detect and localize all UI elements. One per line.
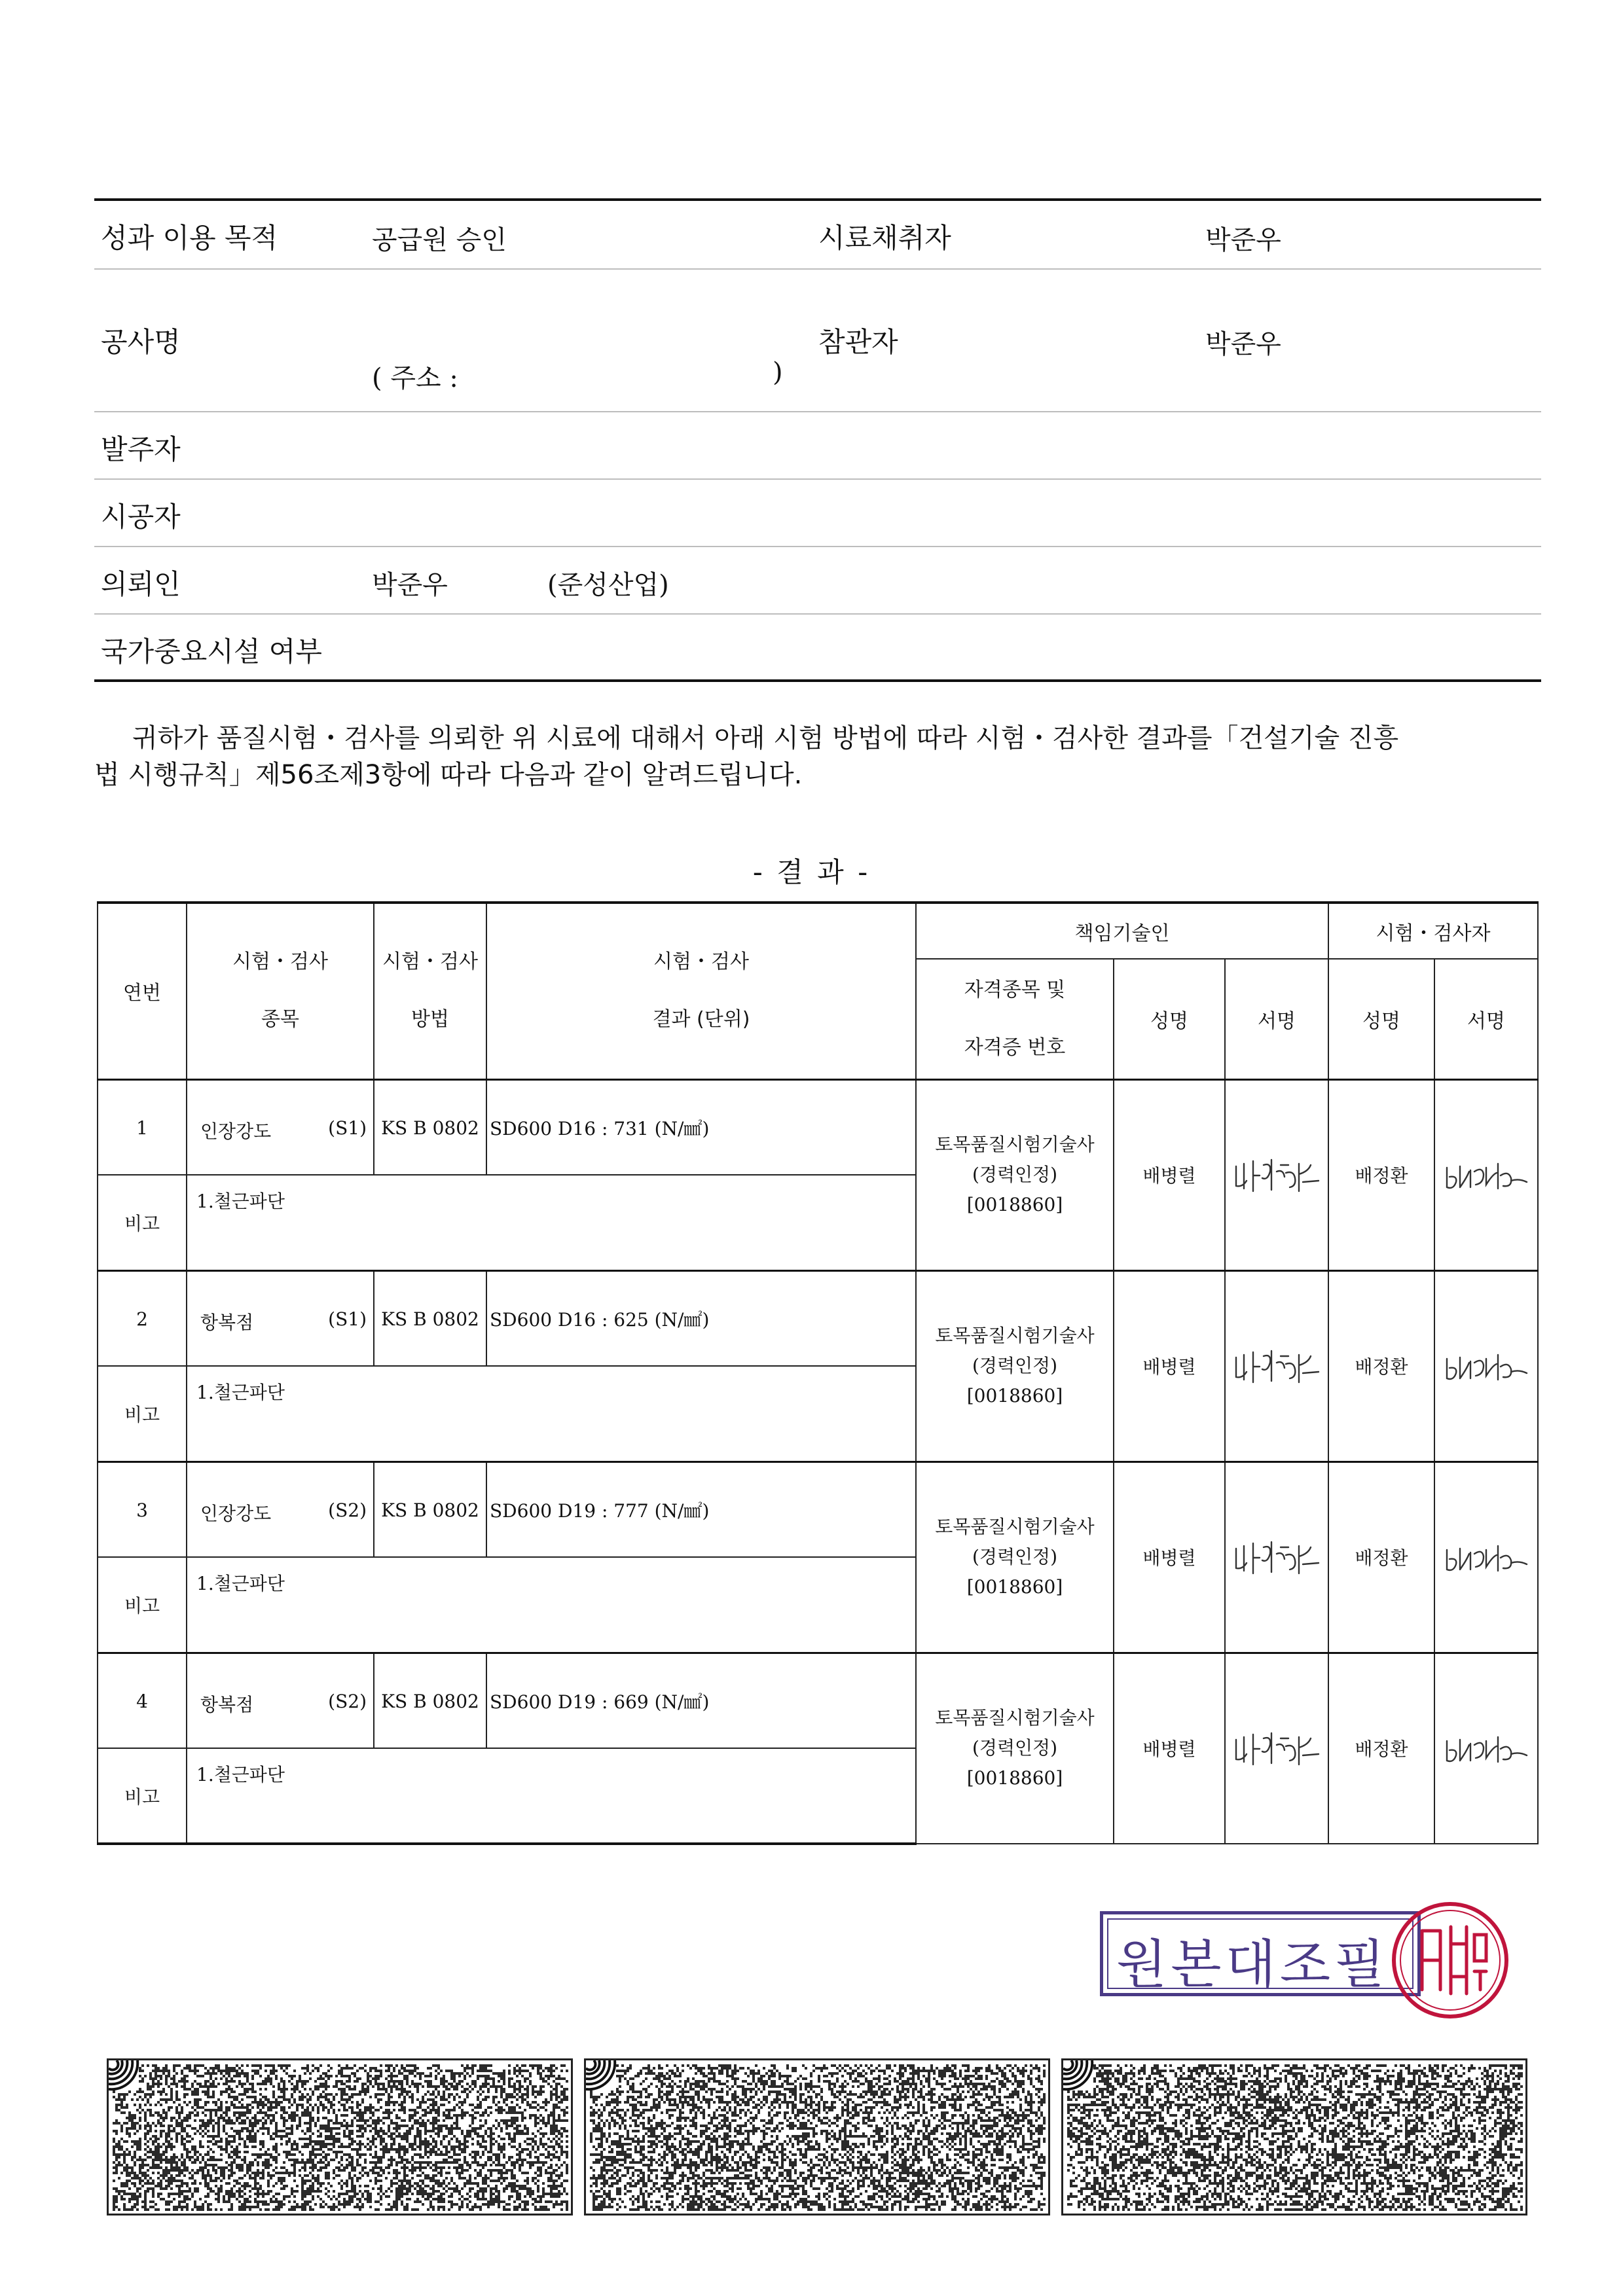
row-qual-line1: 토목품질시험기술사 — [935, 1707, 1095, 1729]
row-item — [187, 1079, 374, 1175]
row-note: 1.철근파단 — [187, 1557, 916, 1653]
header-eng-name: 성명 — [1114, 959, 1225, 1079]
table-row — [98, 1653, 1538, 1748]
row-item — [187, 1653, 374, 1748]
national-label: 국가중요시설 여부 — [101, 636, 322, 668]
project-label: 공사명 — [101, 326, 181, 358]
row-note: 1.철근파단 — [187, 1175, 916, 1270]
tester-signature-icon — [1440, 1534, 1532, 1580]
tester-signature-icon — [1440, 1152, 1532, 1198]
row-qual-line2: (경력인정) — [972, 1355, 1058, 1376]
notice-line-1: 귀하가 품질시험・검사를 의뢰한 위 시료에 대해서 아래 시험 방법에 따라 시험・검사한 결과를「건설기술 진흥 — [132, 723, 1399, 753]
row-tester-name: 배정환 — [1328, 1079, 1434, 1270]
info-row-contractor — [94, 480, 1541, 547]
row-item — [187, 1270, 374, 1366]
client-label: 발주자 — [101, 433, 181, 465]
table-row — [98, 1270, 1538, 1366]
tester-signature-icon — [1440, 1725, 1532, 1771]
row-qual-line2: (경력인정) — [972, 1164, 1058, 1185]
purpose-value: 공급원 승인 — [372, 225, 507, 255]
requester-label: 의뢰인 — [101, 568, 181, 600]
row-note-label: 비고 — [98, 1366, 187, 1462]
row-item-code: (S2) — [328, 1690, 367, 1712]
requester-company: (준성산업) — [547, 570, 669, 600]
row-no: 1 — [98, 1079, 187, 1175]
header-tester: 시험・검사자 — [1328, 903, 1538, 959]
row-qualification — [916, 1270, 1114, 1462]
row-engineer-sign — [1225, 1079, 1328, 1270]
header-qualification — [916, 959, 1114, 1079]
row-engineer-sign — [1225, 1270, 1328, 1462]
row-item-code: (S1) — [328, 1117, 367, 1139]
address-label: ( 주소 : — [372, 363, 458, 393]
row-engineer-name: 배병렬 — [1114, 1079, 1225, 1270]
row-tester-name: 배정환 — [1328, 1462, 1434, 1653]
header-tester-sign: 서명 — [1434, 959, 1538, 1079]
results-body — [98, 1079, 1538, 1844]
row-qual-line2: (경력인정) — [972, 1546, 1058, 1568]
engineer-signature-icon — [1231, 1534, 1322, 1580]
row-note: 1.철근파단 — [187, 1366, 916, 1462]
purpose-label: 성과 이용 목적 — [101, 222, 278, 254]
header-item-line2: 종목 — [261, 1008, 299, 1031]
row-result: SD600 D19 : 669 (N/㎟) — [486, 1653, 916, 1748]
row-method: KS B 0802 — [374, 1079, 486, 1175]
header-result — [486, 903, 916, 1079]
row-qual-line1: 토목품질시험기술사 — [935, 1134, 1095, 1155]
row-tester-sign — [1434, 1462, 1538, 1653]
sampler-label: 시료채취자 — [818, 222, 951, 254]
row-no: 3 — [98, 1462, 187, 1557]
header-item-line1: 시험・검사 — [232, 950, 328, 974]
header-engineer: 책임기술인 — [916, 903, 1328, 959]
row-result: SD600 D16 : 731 (N/㎟) — [486, 1079, 916, 1175]
row-qual-line1: 토목품질시험기술사 — [935, 1325, 1095, 1346]
header-qual-line1: 자격종목 및 — [964, 978, 1066, 1001]
engineer-signature-icon — [1231, 1152, 1322, 1198]
header-result-line2: 결과 (단위) — [652, 1008, 750, 1031]
row-qual-line3: [0018860] — [966, 1194, 1063, 1215]
row-no: 4 — [98, 1653, 187, 1748]
row-item — [187, 1462, 374, 1557]
row-note-label: 비고 — [98, 1557, 187, 1653]
row-qualification — [916, 1462, 1114, 1653]
stamp-text: 원본대조필 — [1116, 1934, 1389, 1995]
header-tester-name: 성명 — [1328, 959, 1434, 1079]
row-item-code: (S2) — [328, 1499, 367, 1521]
info-row-project — [94, 270, 1541, 412]
row-tester-name: 배정환 — [1328, 1270, 1434, 1462]
row-item-name: 항복점 — [200, 1693, 254, 1715]
row-result: SD600 D19 : 777 (N/㎟) — [486, 1462, 916, 1557]
info-row-requester — [94, 547, 1541, 615]
requester-name: 박준우 — [372, 570, 448, 600]
sampler-value: 박준우 — [1205, 225, 1281, 255]
contractor-label: 시공자 — [101, 501, 181, 533]
row-method: KS B 0802 — [374, 1270, 486, 1366]
results-table — [97, 901, 1539, 1845]
row-note-label: 비고 — [98, 1175, 187, 1270]
row-engineer-name: 배병렬 — [1114, 1653, 1225, 1844]
barcode-2 — [584, 2058, 1050, 2215]
observer-value: 박준우 — [1205, 329, 1281, 359]
row-engineer-sign — [1225, 1653, 1328, 1844]
row-result: SD600 D16 : 625 (N/㎟) — [486, 1270, 916, 1366]
barcode-pattern-3 — [1063, 2060, 1525, 2214]
barcode-pattern-1 — [109, 2060, 571, 2214]
verified-copy-stamp — [1100, 1911, 1421, 1996]
row-method: KS B 0802 — [374, 1462, 486, 1557]
header-result-line1: 시험・검사 — [653, 950, 749, 974]
barcode-pattern-2 — [586, 2060, 1048, 2214]
row-engineer-sign — [1225, 1462, 1328, 1653]
row-no: 2 — [98, 1270, 187, 1366]
info-row-national — [94, 615, 1541, 679]
row-note: 1.철근파단 — [187, 1748, 916, 1844]
row-tester-sign — [1434, 1653, 1538, 1844]
barcode-3 — [1061, 2058, 1527, 2215]
engineer-signature-icon — [1231, 1343, 1322, 1389]
address-close: ) — [773, 357, 783, 387]
row-item-name: 항복점 — [200, 1311, 254, 1333]
header-eng-sign: 서명 — [1225, 959, 1328, 1079]
row-method: KS B 0802 — [374, 1653, 486, 1748]
row-qual-line2: (경력인정) — [972, 1737, 1058, 1759]
header-method-line1: 시험・검사 — [382, 950, 478, 974]
header-item — [187, 903, 374, 1079]
info-row-client — [94, 412, 1541, 480]
header-method-line2: 방법 — [411, 1008, 449, 1031]
row-qual-line3: [0018860] — [966, 1576, 1063, 1598]
row-item-code: (S1) — [328, 1308, 367, 1330]
row-qual-line3: [0018860] — [966, 1385, 1063, 1407]
row-item-name: 인장강도 — [200, 1120, 272, 1142]
table-row — [98, 1462, 1538, 1557]
row-tester-sign — [1434, 1079, 1538, 1270]
barcode-1 — [107, 2058, 573, 2215]
row-tester-name: 배정환 — [1328, 1653, 1434, 1844]
result-title: - 결 과 - — [752, 856, 871, 888]
observer-label: 참관자 — [818, 326, 898, 358]
row-note-label: 비고 — [98, 1748, 187, 1844]
header-method — [374, 903, 486, 1079]
info-table — [94, 198, 1541, 682]
row-engineer-name: 배병렬 — [1114, 1462, 1225, 1653]
row-qual-line3: [0018860] — [966, 1767, 1063, 1789]
row-engineer-name: 배병렬 — [1114, 1270, 1225, 1462]
row-item-name: 인장강도 — [200, 1502, 272, 1524]
row-qualification — [916, 1079, 1114, 1270]
tester-signature-icon — [1440, 1343, 1532, 1389]
red-seal-icon — [1388, 1898, 1512, 2022]
engineer-signature-icon — [1231, 1725, 1322, 1771]
notice-line-2: 법 시행규칙」제56조제3항에 따라 다음과 같이 알려드립니다. — [94, 760, 803, 790]
row-qualification — [916, 1653, 1114, 1844]
row-tester-sign — [1434, 1270, 1538, 1462]
notice-paragraph — [94, 720, 1535, 793]
header-no: 연번 — [98, 903, 187, 1079]
header-qual-line2: 자격증 번호 — [964, 1035, 1066, 1059]
row-qual-line1: 토목품질시험기술사 — [935, 1516, 1095, 1537]
info-row-purpose — [94, 201, 1541, 270]
table-row — [98, 1079, 1538, 1175]
